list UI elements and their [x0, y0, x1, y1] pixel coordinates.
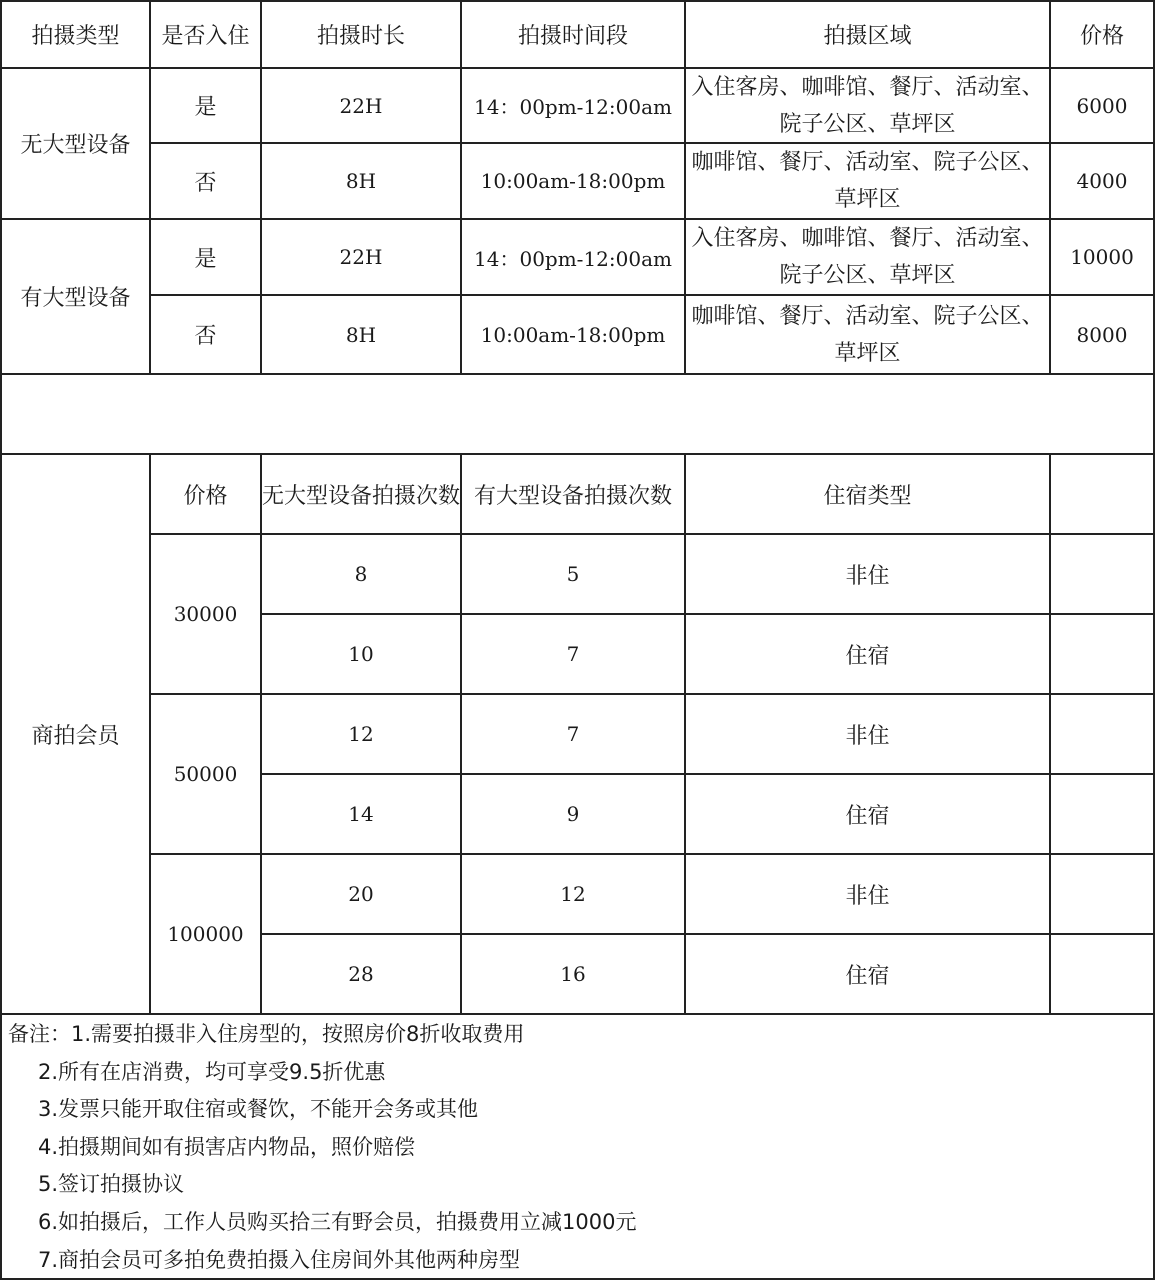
notes-section	[8, 1016, 1148, 1279]
row-period: 10:00am-18:00pm	[480, 322, 666, 347]
tier-price: 50000	[173, 762, 238, 786]
row-period: 14：00pm-12:00am	[474, 246, 672, 271]
note-line: 2.所有在店消费，均可享受9.5折优惠	[38, 1059, 386, 1084]
header-area: 拍摄区域	[823, 24, 912, 49]
tier-with-equip-count: 5	[566, 562, 580, 586]
row-price: 4000	[1076, 169, 1128, 193]
grid-line	[0, 373, 1155, 375]
tier-stay-type: 住宿	[845, 803, 890, 829]
row-duration: 8H	[345, 169, 377, 193]
header-period: 拍摄时间段	[517, 24, 628, 49]
grid-line	[0, 1013, 1155, 1015]
row-duration: 22H	[339, 93, 383, 118]
tier-no-equip-count: 8	[354, 562, 368, 586]
tier-with-equip-count: 7	[566, 722, 580, 746]
row-area: 入住客房、咖啡馆、餐厅、活动室、院子公区、草坪区	[691, 74, 1044, 137]
category-with-equipment: 有大型设备	[20, 286, 131, 311]
tier-with-equip-count: 7	[566, 642, 580, 666]
tier-no-equip-count: 12	[348, 722, 374, 746]
row-period: 14：00pm-12:00am	[474, 95, 672, 119]
tier-stay-type: 非住	[845, 883, 890, 909]
row-stay: 否	[194, 170, 217, 196]
row-stay: 是	[194, 95, 217, 120]
member-header-no-equipment: 无大型设备拍摄次数	[262, 483, 460, 509]
member-header-with-equipment: 有大型设备拍摄次数	[473, 483, 672, 509]
tier-no-equip-count: 14	[348, 802, 374, 826]
row-stay: 是	[194, 246, 217, 272]
member-header-stay-type: 住宿类型	[823, 483, 912, 509]
category-no-equipment: 无大型设备	[20, 133, 131, 158]
row-price: 6000	[1076, 93, 1128, 118]
tier-with-equip-count: 9	[566, 802, 580, 826]
note-line: 备注：1.需要拍摄非入住房型的，按照房价8折收取费用	[8, 1022, 525, 1046]
row-price: 10000	[1070, 245, 1134, 269]
row-area: 咖啡馆、餐厅、活动室、院子公区、草坪区	[691, 150, 1044, 212]
grid-line	[1049, 453, 1051, 1014]
note-line: 4.拍摄期间如有损害店内物品，照价赔偿	[38, 1134, 416, 1159]
header-price: 价格	[1079, 24, 1124, 49]
tier-with-equip-count: 12	[560, 882, 586, 906]
note-line: 6.如拍摄后，工作人员购买拾三有野会员，拍摄费用立减1000元	[38, 1209, 637, 1234]
note-line: 5.签订拍摄协议	[38, 1172, 185, 1197]
tier-stay-type: 非住	[845, 723, 890, 749]
row-stay: 否	[194, 324, 217, 349]
member-header-price: 价格	[183, 483, 228, 509]
tier-price: 100000	[167, 922, 244, 946]
row-price: 8000	[1076, 322, 1128, 347]
tier-stay-type: 住宿	[845, 643, 890, 669]
member-title: 商拍会员	[31, 723, 120, 749]
row-period: 10:00am-18:00pm	[480, 169, 666, 193]
tier-stay-type: 非住	[845, 563, 890, 589]
row-area: 入住客房、咖啡馆、餐厅、活动室、院子公区、草坪区	[691, 226, 1044, 288]
tier-price: 30000	[173, 602, 238, 626]
note-line: 7.商拍会员可多拍免费拍摄入住房间外其他两种房型	[38, 1247, 521, 1272]
tier-no-equip-count: 10	[348, 642, 374, 666]
tier-no-equip-count: 20	[348, 882, 374, 906]
tier-with-equip-count: 16	[560, 962, 586, 986]
tier-no-equip-count: 28	[348, 962, 374, 986]
tier-stay-type: 住宿	[845, 963, 890, 989]
row-duration: 8H	[345, 322, 377, 347]
header-shoot-type: 拍摄类型	[31, 24, 120, 49]
row-area: 咖啡馆、餐厅、活动室、院子公区、草坪区	[691, 303, 1044, 366]
header-duration: 拍摄时长	[316, 24, 405, 49]
row-duration: 22H	[339, 245, 383, 269]
note-line: 3.发票只能开取住宿或餐饮，不能开会务或其他	[38, 1097, 479, 1122]
header-stay: 是否入住	[161, 24, 250, 49]
